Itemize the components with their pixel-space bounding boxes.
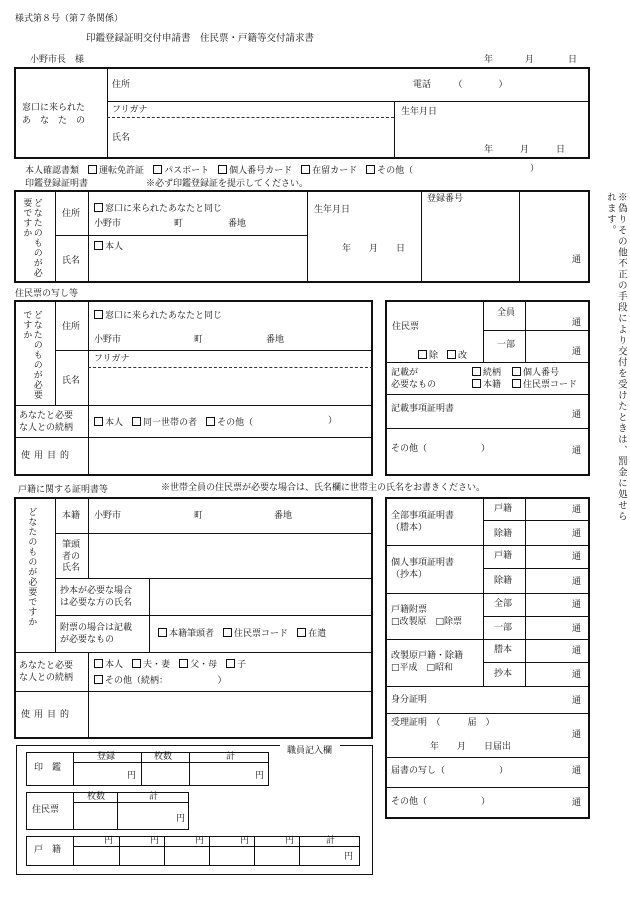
koseki-other-label: その他（ ） — [391, 797, 491, 807]
residence-other-label: その他（ ） — [391, 444, 491, 454]
staff-seal-label: 印 鑑 — [34, 763, 62, 773]
residence-part: 一部 — [497, 340, 516, 350]
krel-child: 子 — [237, 660, 247, 670]
date-day: 日 — [568, 55, 578, 65]
koseki-city: 小野市 — [94, 511, 122, 521]
koseki-head-label: 筆頭者の氏名 — [62, 540, 81, 574]
cert-full-joseki: 除籍 — [494, 529, 513, 539]
koseki-relation-options — [94, 659, 246, 670]
seal-lot: 番地 — [228, 219, 247, 229]
copies-unit: 通 — [572, 529, 582, 539]
yen-unit: 円 — [104, 836, 114, 846]
residence-furigana: フリガナ — [94, 354, 130, 364]
applicant-address-label: 住所 — [112, 80, 131, 90]
id-opt-passport: パスポート — [164, 166, 210, 176]
yen-unit: 円 — [255, 771, 265, 781]
checkbox[interactable] — [206, 417, 215, 426]
checkbox[interactable] — [94, 241, 103, 250]
copies-unit: 通 — [572, 798, 582, 808]
koseki-rel-other[interactable] — [94, 675, 227, 686]
attach-other: 在遣 — [308, 629, 327, 639]
notice-copy-label: 届書の写し（ ） — [391, 766, 509, 776]
checkbox[interactable] — [88, 165, 97, 174]
koseki-honseki-label: 本籍 — [62, 511, 81, 521]
cert-fuhyo-label: 戸籍附票 □改製原 □除票 — [391, 605, 463, 628]
copies-unit: 通 — [572, 505, 582, 515]
id-opt-residence: 在留カード — [312, 166, 358, 176]
entry-mynumber[interactable] — [512, 367, 559, 378]
copies-unit: 通 — [572, 730, 582, 740]
checkbox[interactable] — [472, 379, 481, 388]
residence-all: 全員 — [497, 308, 516, 318]
staff-seal-count: 枚数 — [154, 752, 173, 762]
identity-cert-label: 身分証明 — [391, 695, 428, 705]
copies-unit: 通 — [572, 670, 582, 680]
checkbox[interactable] — [512, 379, 521, 388]
cert-kaisei-label: 改製原戸籍・除籍 □平成 □昭和 — [391, 651, 464, 674]
copies-unit: 通 — [572, 410, 582, 420]
seal-self-label: 本人 — [105, 242, 124, 252]
date-month: 月 — [525, 55, 535, 65]
krel-parent: 父・母 — [190, 660, 218, 670]
residence-address-label: 住所 — [62, 322, 81, 332]
addressee: 小野市長 様 — [30, 55, 85, 65]
seal-self-option[interactable] — [94, 241, 123, 252]
applicant-birth-date: 年 月 日 — [484, 145, 566, 155]
checkbox[interactable] — [226, 659, 235, 668]
checkbox[interactable] — [223, 628, 232, 637]
applicant-label: 窓口に来られた あ な た の — [22, 103, 86, 126]
id-docs-label: 本人確認書類 — [25, 166, 80, 176]
entry-honseki[interactable] — [472, 379, 501, 390]
checkbox[interactable] — [132, 659, 141, 668]
checkbox[interactable] — [447, 350, 456, 359]
residence-city: 小野市 — [94, 335, 122, 345]
checkbox[interactable] — [94, 417, 103, 426]
date-year: 年 — [484, 55, 494, 65]
seal-same-label: 窓口に来られたあなたと同じ — [105, 204, 223, 214]
id-opt-other: その他（ — [377, 166, 414, 176]
applicant-birth-label: 生年月日 — [401, 107, 438, 117]
krel-spouse: 夫・妻 — [143, 660, 171, 670]
checkbox[interactable] — [297, 628, 306, 637]
seal-who: どなたのものが必要ですか — [21, 198, 42, 278]
cert-full-label: 全部事項証明書 （謄本） — [391, 511, 455, 534]
koseki-note: ※世帯全員の住民票が必要な場合は、氏名欄に世帯主の氏名をお書きください。 — [161, 483, 486, 493]
copies-unit: 通 — [572, 624, 582, 634]
staff-seal-reg: 登録 — [97, 752, 116, 762]
residence-rel-close: ） — [328, 416, 338, 426]
rel-other: その他（ — [217, 418, 254, 428]
except-jo: 除 — [429, 351, 439, 361]
checkbox[interactable] — [218, 165, 227, 174]
copies-unit: 通 — [572, 552, 582, 562]
checkbox[interactable] — [158, 628, 167, 637]
checkbox[interactable] — [512, 367, 521, 376]
copies-unit: 通 — [572, 766, 582, 776]
cert-kaisei-full: 謄本 — [494, 645, 513, 655]
id-opt-license: 運転免許証 — [99, 166, 145, 176]
seal-name-label: 氏名 — [62, 256, 81, 266]
id-docs-close: ） — [530, 164, 540, 174]
seal-copies: 通 — [572, 255, 582, 265]
cert-fuhyo-all: 全部 — [494, 599, 513, 609]
koseki-purpose-label: 使用目的 — [21, 710, 74, 720]
residence-purpose-label: 使用目的 — [21, 451, 74, 461]
yen-unit: 円 — [285, 836, 295, 846]
residence-relation-options — [94, 417, 253, 428]
koseki-title: 戸籍に関する証明書等 — [18, 485, 109, 495]
checkbox[interactable] — [94, 659, 103, 668]
staff-seal-total: 計 — [226, 752, 236, 762]
residence-except — [418, 350, 467, 361]
seal-birth-date: 年 月 日 — [342, 244, 406, 254]
residence-same-label: 窓口に来られたあなたと同じ — [105, 311, 223, 321]
seal-birth-label: 生年月日 — [314, 205, 351, 215]
residence-entries-label: 記載が 必要なもの — [391, 368, 437, 391]
checkbox[interactable] — [179, 659, 188, 668]
except-kai: 改 — [458, 351, 468, 361]
residence-town: 町 — [194, 335, 204, 345]
applicant-name-label: 氏名 — [112, 133, 131, 143]
residence-cert-label: 記載事項証明書 — [391, 404, 455, 414]
yen-unit: 円 — [150, 836, 160, 846]
krel-other-label: その他（続柄： ） — [105, 676, 227, 686]
seal-town: 町 — [174, 219, 184, 229]
checkbox[interactable] — [94, 203, 103, 212]
applicant-furigana-label: フリガナ — [112, 105, 148, 115]
checkbox[interactable] — [366, 165, 375, 174]
yen-unit: 円 — [344, 852, 354, 862]
cert-individual-koseki: 戸籍 — [494, 551, 513, 561]
receipt-date: 年 月 日届出 — [430, 742, 512, 752]
seal-address-label: 住所 — [62, 209, 81, 219]
seal-title: 印鑑登録証明書 — [25, 179, 89, 189]
checkbox[interactable] — [132, 417, 141, 426]
seal-note: ※必ず印鑑登録証を提示してください。 — [146, 179, 309, 189]
staff-jumin-total: 計 — [149, 792, 159, 802]
entry-mynumber-label: 個人番号 — [523, 368, 560, 378]
side-warning-note: ※偽りその他不正の手段により交付を受けたときは、罰金に処せられます。 — [604, 192, 627, 522]
entry-code[interactable] — [512, 379, 577, 390]
krel-self: 本人 — [105, 660, 124, 670]
cert-fuhyo-part: 一部 — [494, 623, 513, 633]
yen-unit: 円 — [195, 836, 205, 846]
staff-koseki-label: 戸 籍 — [34, 845, 62, 855]
yen-unit: 円 — [127, 771, 137, 781]
cert-individual-label: 個人事項証明書 （抄本） — [391, 558, 455, 581]
copies-unit: 通 — [572, 577, 582, 587]
koseki-lot: 番地 — [274, 511, 293, 521]
copies-unit: 通 — [572, 347, 582, 357]
checkbox[interactable] — [301, 165, 310, 174]
cert-full-koseki: 戸籍 — [494, 504, 513, 514]
koseki-attach-label: 附票の場合は記載 が必要なもの — [60, 623, 133, 646]
checkbox[interactable] — [94, 675, 103, 684]
id-opt-mynumber: 個人番号カード — [229, 166, 293, 176]
entry-relation[interactable] — [472, 367, 501, 378]
rel-household: 同一世帯の者 — [143, 418, 198, 428]
yen-unit: 円 — [240, 836, 250, 846]
staff-koseki-total: 計 — [326, 836, 336, 846]
residence-title: 住民票の写し等 — [15, 289, 79, 299]
residence-name-label: 氏名 — [62, 376, 81, 386]
staff-label: 職員記入欄 — [287, 746, 333, 756]
residence-card-label: 住民票 — [392, 322, 420, 332]
yen-unit: 円 — [176, 814, 186, 824]
staff-juminhyo-label: 住民票 — [32, 805, 60, 815]
seal-same-option[interactable] — [94, 203, 222, 214]
attach-code: 住民票コード — [234, 629, 289, 639]
koseki-town: 町 — [194, 511, 204, 521]
koseki-relation-label: あなたと必要 な人との続柄 — [19, 661, 74, 684]
form-title: 印鑑登録証明交付申請書 住民票・戸籍等交付請求書 — [86, 33, 315, 44]
id-docs — [25, 165, 413, 176]
copies-unit: 通 — [572, 446, 582, 456]
entry-code-label: 住民票コード — [523, 380, 578, 390]
staff-jumin-count: 枚数 — [87, 792, 106, 802]
checkbox[interactable] — [472, 367, 481, 376]
seal-reg-no: 登録番号 — [427, 194, 464, 204]
checkbox[interactable] — [94, 310, 103, 319]
residence-lot: 番地 — [266, 335, 285, 345]
koseki-who: どなたのものが必要ですか — [26, 507, 37, 627]
koseki-attach-options — [158, 628, 326, 639]
koseki-extract-label: 抄本が必要な場合 は必要な方の氏名 — [60, 586, 133, 609]
checkbox[interactable] — [153, 165, 162, 174]
entry-honseki-label: 本籍 — [483, 380, 502, 390]
cert-kaisei-part: 抄本 — [494, 669, 513, 679]
copies-unit: 通 — [572, 646, 582, 656]
residence-relation-label: あなたと必要 な人との続柄 — [19, 411, 74, 434]
receipt-cert-label: 受理証明 （ 届 ） — [391, 718, 495, 728]
residence-who: どなたのものが必要ですか — [21, 310, 42, 400]
copies-unit: 通 — [572, 318, 582, 328]
cert-individual-joseki: 除籍 — [494, 576, 513, 586]
form-number: 様式第８号（第７条関係） — [15, 14, 124, 24]
copies-unit: 通 — [572, 696, 582, 706]
checkbox[interactable] — [418, 350, 427, 359]
seal-city: 小野市 — [94, 219, 122, 229]
attach-head: 本籍筆頭者 — [169, 629, 215, 639]
applicant-phone-label: 電話 （ ） — [413, 80, 508, 90]
entry-relation-label: 続柄 — [483, 368, 502, 378]
staff-koseki-table — [26, 836, 360, 866]
residence-same-option[interactable] — [94, 310, 222, 321]
rel-self: 本人 — [105, 418, 124, 428]
copies-unit: 通 — [572, 600, 582, 610]
